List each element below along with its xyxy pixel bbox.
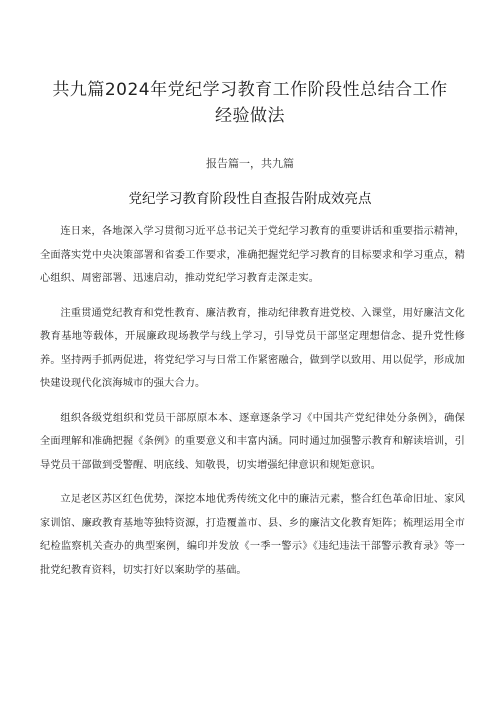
section-label: 报告篇一，共九篇 xyxy=(206,157,294,170)
document-title-line-1: 共九篇2024年党纪学习教育工作阶段性总结合工作 xyxy=(52,80,448,101)
paragraph: 注重贯通党纪教育和党性教育、廉洁教育，推动纪律教育进党校、入课堂，用好廉洁文化教育基地等载体，开展廉政现场教学与线上学习，引导党员干部坚定理想信念、提升党性修养。坚持两手抓两促进，将党纪学习与日常工作紧密融合，做到学以致用、用以促学，形成加快建设现代化滨海城市的强大合力。 xyxy=(40,307,465,389)
document-title-line-2: 经验做法 xyxy=(215,106,285,127)
body-text xyxy=(40,220,465,593)
paragraph: 组织各级党组织和党员干部原原本本、逐章逐条学习《中国共产党纪律处分条例》，确保全面理解和准确把握《条例》的重要意义和丰富内涵。同时通过加强警示教育和解读培训，引导党员干部做到受警醒、明底线、知敬畏，切实增强纪律意识和规矩意识。 xyxy=(40,412,465,471)
paragraph: 立足老区苏区红色优势，深挖本地优秀传统文化中的廉洁元素，整合红色革命旧址、家风家训馆、廉政教育基地等独特资源，打造覆盖市、县、乡的廉洁文化教育矩阵；梳理运用全市纪检监察机关查办的典型案例，编印并发放《一季一警示》《违纪违法干部警示教育录》等一批党纪教育资料，切实打好以案助学的基础。 xyxy=(40,494,465,576)
paragraph: 连日来，各地深入学习贯彻习近平总书记关于党纪学习教育的重要讲话和重要指示精神，全面落实党中央决策部署和省委工作要求，准确把握党纪学习教育的目标要求和学习重点，精心组织、周密部署、迅速启动，推动党纪学习教育走深走实。 xyxy=(40,226,465,284)
document-title xyxy=(40,77,460,129)
report-title: 党纪学习教育阶段性自查报告附成效亮点 xyxy=(128,191,372,207)
